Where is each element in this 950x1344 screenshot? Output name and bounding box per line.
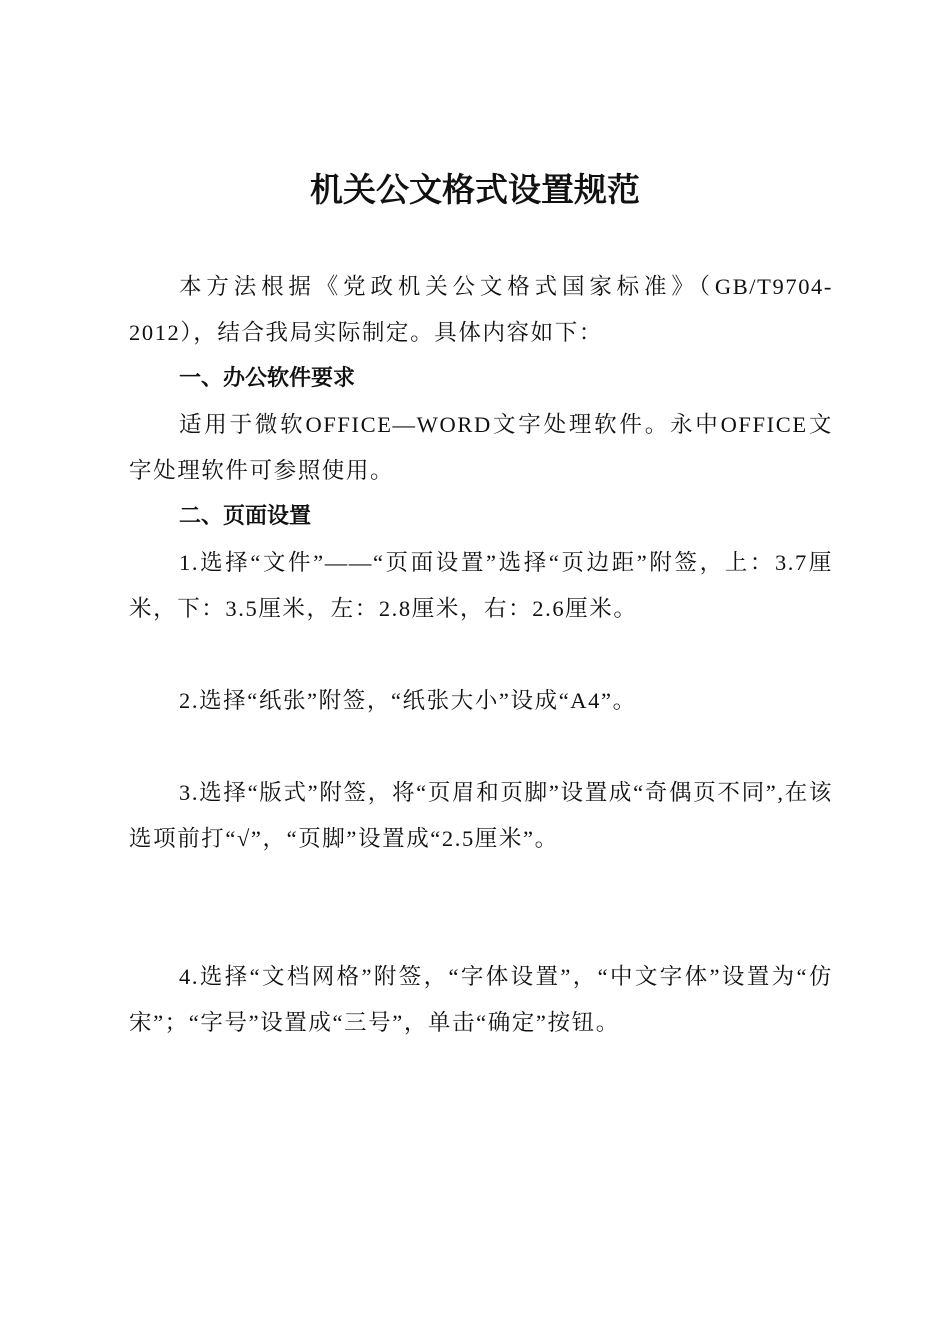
blank-lines xyxy=(129,862,833,954)
section-heading-page-setup: 二、页面设置 xyxy=(179,504,312,529)
blank-line xyxy=(129,632,833,678)
intro-paragraph: 本方法根据《党政机关公文格式国家标准》（GB/T9704-2012），结合我局实际制定。具体内容如下： xyxy=(129,274,833,345)
page-setup-item-2: 2.选择“纸张”附签，“纸张大小”设成“A4”。 xyxy=(179,688,637,713)
software-paragraph: 适用于微软OFFICE—WORD文字处理软件。永中OFFICE文字处理软件可参照使用。 xyxy=(129,412,833,483)
page-setup-item-4: 4.选择“文档网格”附签，“字体设置”，“中文字体”设置为“仿宋”；“字号”设置成“三号”，单击“确定”按钮。 xyxy=(129,964,833,1035)
document-title: 机关公文格式设置规范 xyxy=(310,173,640,209)
blank-line xyxy=(129,724,833,770)
page-setup-item-1: 1.选择“文件”——“页面设置”选择“页边距”附签，上：3.7厘米，下：3.5厘米，左：2.8厘米，右：2.6厘米。 xyxy=(129,550,833,621)
section-heading-software: 一、办公软件要求 xyxy=(179,366,356,391)
page-setup-item-3: 3.选择“版式”附签，将“页眉和页脚”设置成“奇偶页不同”,在该选项前打“√”，“页脚”设置成“2.5厘米”。 xyxy=(129,780,833,851)
document-body xyxy=(129,264,833,1046)
